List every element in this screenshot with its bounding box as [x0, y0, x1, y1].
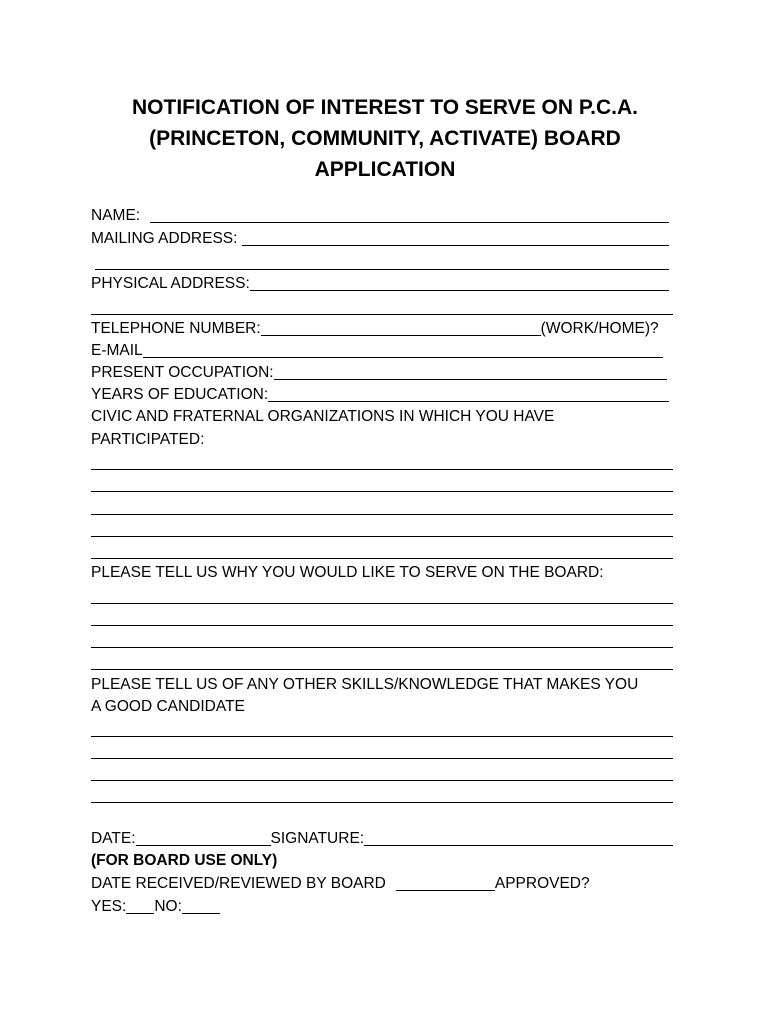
- skills-question-line-1: PLEASE TELL US OF ANY OTHER SKILLS/KNOWLEDGE THAT MAKES YOU: [91, 676, 639, 693]
- skills-answer-line[interactable]: [91, 802, 673, 803]
- skills-answer-line[interactable]: [91, 758, 673, 759]
- education-row: [91, 385, 673, 405]
- title-line-2: (PRINCETON, COMMUNITY, ACTIVATE) BOARD: [149, 127, 621, 150]
- telephone-row: [91, 319, 673, 339]
- yes-field[interactable]: [126, 898, 154, 914]
- name-row: [91, 206, 673, 226]
- email-field[interactable]: [143, 342, 663, 358]
- occupation-field[interactable]: [274, 364, 667, 380]
- yes-label: YES:: [91, 898, 127, 915]
- civic-answer-line[interactable]: [91, 514, 673, 515]
- telephone-suffix: (WORK/HOME)?: [540, 320, 659, 337]
- occupation-row: [91, 363, 673, 383]
- title-line-3: APPLICATION: [314, 158, 456, 181]
- civic-question-line-2: PARTICIPATED:: [91, 431, 205, 448]
- board-received-row: [91, 874, 673, 894]
- email-row: [91, 341, 673, 361]
- name-label: NAME:: [91, 207, 141, 224]
- email-label: E-MAIL: [91, 342, 143, 359]
- why-serve-answer-line[interactable]: [91, 625, 673, 626]
- why-serve-question: PLEASE TELL US WHY YOU WOULD LIKE TO SERVE ON THE BOARD:: [91, 564, 604, 581]
- mailing-address-row: [91, 229, 673, 249]
- no-field[interactable]: [182, 898, 220, 914]
- date-signature-row: [91, 829, 673, 849]
- physical-address-field[interactable]: [250, 275, 669, 291]
- education-field[interactable]: [268, 386, 669, 402]
- title-line-1: NOTIFICATION OF INTEREST TO SERVE ON P.C.A.: [132, 96, 638, 119]
- occupation-label: PRESENT OCCUPATION:: [91, 364, 274, 381]
- approval-row: [91, 897, 673, 917]
- civic-question-line-1: CIVIC AND FRATERNAL ORGANIZATIONS IN WHICH YOU HAVE: [91, 408, 555, 425]
- mailing-address-label: MAILING ADDRESS:: [91, 230, 238, 247]
- received-field[interactable]: [396, 875, 495, 891]
- form-title: [60, 92, 710, 185]
- signature-label: SIGNATURE:: [270, 830, 365, 847]
- physical-address-label: PHYSICAL ADDRESS:: [91, 275, 250, 292]
- skills-answer-line[interactable]: [91, 736, 673, 737]
- approved-label: APPROVED?: [494, 875, 590, 892]
- signature-field[interactable]: [364, 830, 673, 846]
- education-label: YEARS OF EDUCATION:: [91, 386, 269, 403]
- physical-address-row: [91, 274, 673, 294]
- skills-answer-line[interactable]: [91, 780, 673, 781]
- name-field[interactable]: [150, 207, 669, 223]
- received-label: DATE RECEIVED/REVIEWED BY BOARD: [91, 875, 386, 892]
- why-serve-answer-line[interactable]: [91, 669, 673, 670]
- skills-question-line-2: A GOOD CANDIDATE: [91, 698, 245, 715]
- mailing-address-field[interactable]: [242, 230, 669, 246]
- no-label: NO:: [154, 898, 182, 915]
- telephone-field[interactable]: [261, 320, 541, 336]
- civic-answer-line[interactable]: [91, 558, 673, 559]
- physical-address-line-2[interactable]: [91, 314, 673, 315]
- civic-answer-line[interactable]: [91, 469, 673, 470]
- mailing-address-line-2[interactable]: [95, 269, 669, 270]
- date-field[interactable]: [136, 830, 271, 846]
- civic-answer-line[interactable]: [91, 536, 673, 537]
- telephone-label: TELEPHONE NUMBER:: [91, 320, 261, 337]
- board-use-heading: (FOR BOARD USE ONLY): [91, 852, 278, 869]
- why-serve-answer-line[interactable]: [91, 603, 673, 604]
- date-label: DATE:: [91, 830, 136, 847]
- why-serve-answer-line[interactable]: [91, 647, 673, 648]
- civic-answer-line[interactable]: [91, 491, 673, 492]
